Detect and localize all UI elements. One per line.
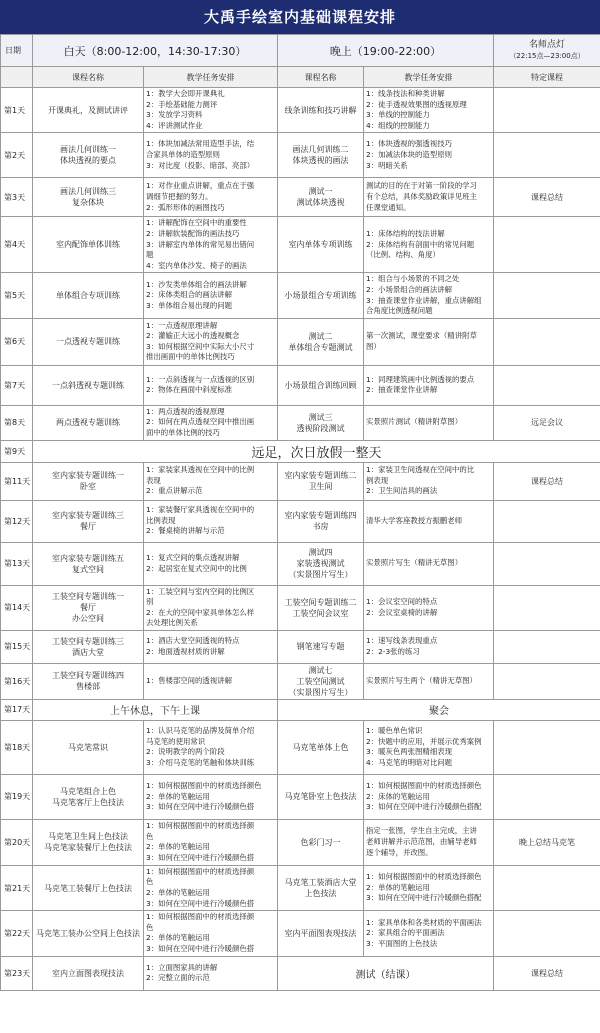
day-cell: 第3天 xyxy=(1,178,33,217)
header-course-day: 课程名称 xyxy=(33,67,144,88)
table-row xyxy=(1,542,600,585)
outing-notice: 远足，次日放假一整天 xyxy=(33,440,600,462)
evening-task xyxy=(364,542,494,585)
table-row xyxy=(1,699,600,720)
task-line: 2：手绘基础能力测评 xyxy=(146,99,218,109)
daytime-course: 工装空间专题训练四 售楼部 xyxy=(33,663,144,699)
task-line: 1：售楼部空间的透视讲解 xyxy=(146,676,233,686)
table-row xyxy=(1,440,600,462)
task-line: 3：抽查课堂作业讲解，重点讲解组 xyxy=(366,295,482,305)
task-line: 2：完整立面的示范 xyxy=(146,973,210,983)
daytime-task xyxy=(144,462,278,500)
evening-task xyxy=(364,462,494,500)
task-line: 4：室内单体沙发、椅子的画法 xyxy=(146,260,247,270)
task-line: 1：体块透视的强透视技巧 xyxy=(366,139,453,149)
task-line: 1：如何根据图面中的材质选择颜 xyxy=(146,821,255,831)
task-line: 4：马克笔的明暗对比问题 xyxy=(366,757,453,767)
daytime-course: 马克笔常识 xyxy=(33,720,144,774)
evening-task xyxy=(364,911,494,956)
task-line: 逐个辅导，并改图。 xyxy=(366,847,433,857)
evening-task xyxy=(364,630,494,663)
rest-notice: 上午休息，下午上课 xyxy=(33,699,278,720)
table-row xyxy=(1,273,600,318)
evening-course: 室内单体专项训练 xyxy=(278,217,364,273)
table-row xyxy=(1,500,600,542)
task-line: 1：组合与小场景的不同之处 xyxy=(366,274,460,284)
task-line: 1：家具单体和各类材质的平面画法 xyxy=(366,917,482,927)
evening-task xyxy=(364,217,494,273)
schedule-table xyxy=(0,34,600,991)
special-course xyxy=(494,88,600,133)
task-line: 2：卫生间洁具的画法 xyxy=(366,486,438,496)
evening-course: 马克笔单体上色 xyxy=(278,720,364,774)
task-line: 合家具单体的造型原则 xyxy=(146,150,220,160)
task-line: 1：如何根据图面中的材质选择颜色 xyxy=(366,780,482,790)
day-cell: 第1天 xyxy=(1,88,33,133)
header-course-evening: 课程名称 xyxy=(278,67,364,88)
task-line: 2：快题中的应用，并展示优秀案例 xyxy=(366,736,482,746)
daytime-task xyxy=(144,774,278,819)
task-line: 色 xyxy=(146,831,154,841)
task-line: 2：起居室在复式空间中的比例 xyxy=(146,563,247,573)
special-course: 远足会议 xyxy=(494,405,600,440)
task-line: 1：家装卫生间透视在空间中的比 xyxy=(366,465,475,475)
task-line: 1：如何根据图面中的材质选择颜 xyxy=(146,866,255,876)
task-line: 1：酒店大堂空间透视的特点 xyxy=(146,636,240,646)
task-line: 2：单体的笔触运用 xyxy=(146,791,210,801)
daytime-task xyxy=(144,318,278,365)
task-line: 任课堂通知。 xyxy=(366,202,411,212)
table-row xyxy=(1,865,600,910)
task-line: 1：讲解配饰在空间中的重要性 xyxy=(146,218,247,228)
task-line: 1：如何根据图面中的材质选择颜 xyxy=(146,912,255,922)
evening-task xyxy=(364,774,494,819)
special-course: 课程总结 xyxy=(494,178,600,217)
evening-task xyxy=(364,819,494,865)
task-line: 3：讲解室内单体的常见易出错问 xyxy=(146,239,255,249)
daytime-course: 马克笔工装餐厅上色技法 xyxy=(33,865,144,910)
day-cell: 第11天 xyxy=(1,462,33,500)
evening-task xyxy=(364,405,494,440)
table-row xyxy=(1,585,600,630)
task-line: 3：如何在空间中进行冷暖颜色搭 xyxy=(146,852,255,862)
daytime-course: 室内家装专题训练一 卧室 xyxy=(33,462,144,500)
task-line: 1：床体结构的技法讲解 xyxy=(366,228,445,238)
task-line: 去处理比例关系 xyxy=(146,618,198,628)
table-row xyxy=(1,133,600,178)
daytime-task xyxy=(144,720,278,774)
daytime-course: 工装空间专题训练三 酒店大堂 xyxy=(33,630,144,663)
table-row xyxy=(1,663,600,699)
day-cell: 第9天 xyxy=(1,440,33,462)
special-course xyxy=(494,630,600,663)
task-line: 2：单体的笔触运用 xyxy=(366,882,430,892)
table-row xyxy=(1,774,600,819)
task-line: 3：明暗关系 xyxy=(366,160,408,170)
task-line: 实景照片写生（精讲无草图） xyxy=(366,558,463,568)
daytime-course: 工装空间专题训练一 餐厅 办公空间 xyxy=(33,585,144,630)
header-evening: 晚上（19:00-22:00） xyxy=(278,35,494,67)
task-line: 色 xyxy=(146,877,154,887)
evening-course: 测试七 工装空间测试 （实景图片写生） xyxy=(278,663,364,699)
day-cell: 第5天 xyxy=(1,273,33,318)
table-row xyxy=(1,178,600,217)
task-line: 测试的目的在于对第一阶段的学习 xyxy=(366,181,477,191)
task-line: 马克笔的使用常识 xyxy=(146,736,206,746)
task-line: 比例表现 xyxy=(146,515,176,525)
task-line: 2：弧形形体的画图技巧 xyxy=(146,202,225,212)
task-line: 调细节把握的努力。 xyxy=(146,192,213,202)
task-line: 1：立面图家具的讲解 xyxy=(146,962,218,972)
task-line: 1：两点透视的透视原理 xyxy=(146,406,225,416)
daytime-task xyxy=(144,819,278,865)
evening-course: 小场景组合专项训练 xyxy=(278,273,364,318)
task-line: （比例、结构、角度） xyxy=(366,250,440,260)
task-line: 例表现 xyxy=(366,475,389,485)
task-line: 色 xyxy=(146,922,154,932)
daytime-course: 开课典礼，及测试讲评 xyxy=(33,88,144,133)
evening-task xyxy=(364,273,494,318)
table-row xyxy=(1,88,600,133)
daytime-task xyxy=(144,217,278,273)
header-task-day: 教学任务安排 xyxy=(144,67,278,88)
daytime-task xyxy=(144,178,278,217)
daytime-course: 马克笔工装办公空间上色技法 xyxy=(33,911,144,956)
header-teacher xyxy=(494,35,600,67)
task-line: 2：单体的笔触运用 xyxy=(146,933,210,943)
special-course xyxy=(494,500,600,542)
table-row xyxy=(1,462,600,500)
task-line: 3：介绍马克笔的笔触和体块训练 xyxy=(146,757,255,767)
day-cell: 第13天 xyxy=(1,542,33,585)
header-day: 日期 xyxy=(1,35,33,67)
evening-course: 画法几何训练二 体块透视的画法 xyxy=(278,133,364,178)
task-line: 别 xyxy=(146,597,154,607)
task-line: 1：认识马克笔的品牌及简单介绍 xyxy=(146,726,255,736)
task-line: 2：2-3张的练习 xyxy=(366,646,420,656)
task-line: 4：组线的控制能力 xyxy=(366,120,430,130)
table-row xyxy=(1,911,600,956)
evening-task xyxy=(364,720,494,774)
daytime-course: 室内家装专题训练三 餐厅 xyxy=(33,500,144,542)
task-line: 3：平面图的上色技法 xyxy=(366,938,438,948)
table-row xyxy=(1,405,600,440)
task-line: 面中的单体比例的技巧 xyxy=(146,427,220,437)
task-line: 第一次测试，课堂要求（精讲附草 xyxy=(366,331,477,341)
special-course: 课程总结 xyxy=(494,462,600,500)
task-line: 2：餐桌椅的讲解与示范 xyxy=(146,526,225,536)
task-line: 1：同理建筑画中比例透视的要点 xyxy=(366,374,475,384)
daytime-task xyxy=(144,956,278,990)
task-line: 1：沙发类单体组合的画法讲解 xyxy=(146,279,247,289)
evening-course: 钢笔速写专题 xyxy=(278,630,364,663)
evening-task xyxy=(364,88,494,133)
task-line: 清华大学客座教授方振鹏老师 xyxy=(366,515,463,525)
table-row xyxy=(1,819,600,865)
daytime-task xyxy=(144,663,278,699)
final-test: 测试（结课） xyxy=(278,956,494,990)
task-line: 2：小场景组合的画法讲解 xyxy=(366,284,453,294)
task-line: 3：如何在空间中进行冷暖颜色搭配 xyxy=(366,893,482,903)
party-notice: 聚会 xyxy=(278,699,600,720)
evening-task xyxy=(364,365,494,405)
day-cell: 第2天 xyxy=(1,133,33,178)
evening-task xyxy=(364,865,494,910)
task-line: 1：如何根据图面中的材质选择颜色 xyxy=(146,780,262,790)
task-line: 3：如何在空间中进行冷暖颜色搭配 xyxy=(366,802,482,812)
special-course xyxy=(494,273,600,318)
task-line: 1：线条技法和种类讲解 xyxy=(366,89,445,98)
special-course xyxy=(494,217,600,273)
daytime-course: 一点透视专题训练 xyxy=(33,318,144,365)
task-line: 1：会议室空间的特点 xyxy=(366,597,438,607)
task-line: 2：重点讲解示范 xyxy=(146,486,203,496)
evening-course: 室内平面图表现技法 xyxy=(278,911,364,956)
task-line: 1：体块加减法常用造型手法，结 xyxy=(146,139,255,149)
task-line: 2：单体的笔触运用 xyxy=(146,842,210,852)
task-line: 3：如何在空间中进行冷暖颜色搭 xyxy=(146,898,255,908)
evening-course: 测试四 家装透视测试 （实景图片写生） xyxy=(278,542,364,585)
daytime-task xyxy=(144,911,278,956)
task-line: 实景照片测试（精讲附草图） xyxy=(366,417,463,427)
daytime-course: 室内家装专题训练五 复式空间 xyxy=(33,542,144,585)
daytime-task xyxy=(144,585,278,630)
task-line: 推出画面中的单体比例技巧 xyxy=(146,352,235,362)
table-row xyxy=(1,720,600,774)
daytime-course: 室内配饰单体训练 xyxy=(33,217,144,273)
daytime-task xyxy=(144,630,278,663)
special-course: 晚上总结马克笔 xyxy=(494,819,600,865)
daytime-course: 马克笔卫生间上色技法 马克笔家装餐厅上色技法 xyxy=(33,819,144,865)
task-line: 2：物体在画面中斜度标准 xyxy=(146,385,233,395)
evening-course: 色彩门习一 xyxy=(278,819,364,865)
evening-course: 室内家装专题训练二 卫生间 xyxy=(278,462,364,500)
day-cell: 第8天 xyxy=(1,405,33,440)
daytime-course: 画法几何训练一 体块透视的要点 xyxy=(33,133,144,178)
table-row xyxy=(1,630,600,663)
evening-course: 马克笔工装酒店大堂 上色技法 xyxy=(278,865,364,910)
special-course xyxy=(494,720,600,774)
task-line: 2：如何在两点透视空间中推出画 xyxy=(146,417,255,427)
task-line: 图） xyxy=(366,341,381,351)
task-line: 1：家装家具透视在空间中的比例 xyxy=(146,465,255,475)
daytime-task xyxy=(144,273,278,318)
header-task-evening: 教学任务安排 xyxy=(364,67,494,88)
day-cell: 第21天 xyxy=(1,865,33,910)
daytime-course: 两点透视专题训练 xyxy=(33,405,144,440)
task-line: 2：床体结构有剖面中的常见问题 xyxy=(366,239,475,249)
task-line: 3：单线的控制能力 xyxy=(366,110,430,120)
evening-course: 线条训练和技巧讲解 xyxy=(278,88,364,133)
evening-course: 测试二 单体组合专题测试 xyxy=(278,318,364,365)
day-cell: 第12天 xyxy=(1,500,33,542)
daytime-task xyxy=(144,865,278,910)
evening-task xyxy=(364,585,494,630)
task-line: 表现 xyxy=(146,475,161,485)
daytime-course: 画法几何训练三 复杂体块 xyxy=(33,178,144,217)
day-cell: 第15天 xyxy=(1,630,33,663)
task-line: 1：工装空间与室内空间的比例区 xyxy=(146,586,255,596)
task-line: 1：一点斜透视与一点透视的区别 xyxy=(146,374,255,384)
special-course xyxy=(494,542,600,585)
task-line: 1：暖色单色常识 xyxy=(366,726,423,736)
task-line: 1：教学大会即开课典礼 xyxy=(146,89,225,98)
daytime-task xyxy=(144,365,278,405)
task-line: 3：如何在空间中进行冷暖颜色搭 xyxy=(146,802,255,812)
task-line: 2：会议室桌椅的讲解 xyxy=(366,607,438,617)
task-line: 2：地面透视材质的讲解 xyxy=(146,646,225,656)
daytime-course: 室内立面图表现技法 xyxy=(33,956,144,990)
task-line: 3：如何根据空间中实际大小尺寸 xyxy=(146,341,255,351)
day-cell: 第23天 xyxy=(1,956,33,990)
task-line: 3：暖灰色两张图精细表现 xyxy=(366,747,453,757)
header-teacher-time: （22:15点—23:00点） xyxy=(509,51,585,60)
day-cell: 第22天 xyxy=(1,911,33,956)
task-line: 2：床体的笔触运用 xyxy=(366,791,430,801)
task-line: 2：徒手透视效果图的透视原理 xyxy=(366,99,467,109)
task-line: 题 xyxy=(146,250,154,260)
header-daytime: 白天（8:00-12:00，14:30-17:30） xyxy=(33,35,278,67)
special-course xyxy=(494,663,600,699)
task-line: 4：评讲测试作业 xyxy=(146,120,203,130)
evening-task xyxy=(364,178,494,217)
day-cell: 第16天 xyxy=(1,663,33,699)
task-line: 2：单体的笔触运用 xyxy=(146,888,210,898)
task-line: 指定一张图，学生自主完成，主讲 xyxy=(366,826,477,836)
special-course xyxy=(494,774,600,819)
day-cell: 第14天 xyxy=(1,585,33,630)
evening-task xyxy=(364,500,494,542)
evening-task xyxy=(364,133,494,178)
daytime-course: 单体组合专项训练 xyxy=(33,273,144,318)
task-line: 2：家具组合的平面画法 xyxy=(366,928,445,938)
day-cell: 第4天 xyxy=(1,217,33,273)
task-line: 2：灌输正大远小的透视概念 xyxy=(146,331,240,341)
task-line: 2：抽查课堂作业讲解 xyxy=(366,385,438,395)
task-line: 2：讲解软装配饰的画法技巧 xyxy=(146,228,240,238)
special-course xyxy=(494,585,600,630)
evening-course: 马克笔卧室上色技法 xyxy=(278,774,364,819)
task-line: 1：如何根据图面中的材质选择颜色 xyxy=(366,872,482,882)
task-line: 3：如何在空间中进行冷暖颜色搭 xyxy=(146,944,255,954)
task-line: 2：加减法体块的造型原则 xyxy=(366,150,453,160)
table-row xyxy=(1,318,600,365)
day-cell: 第18天 xyxy=(1,720,33,774)
task-line: 3：对比度（投影、暗部、亮部） xyxy=(146,160,255,170)
daytime-task xyxy=(144,133,278,178)
task-line: 2：在大的空间中家具单体怎么样 xyxy=(146,607,255,617)
table-row xyxy=(1,365,600,405)
task-line: 有个总结，具体奖励政策详见班主 xyxy=(366,192,477,202)
evening-course: 小场景组合训练回顾 xyxy=(278,365,364,405)
special-course xyxy=(494,133,600,178)
day-cell: 第6天 xyxy=(1,318,33,365)
task-line: 合角度比例透视问题 xyxy=(366,306,433,316)
header-blank xyxy=(1,67,33,88)
day-cell: 第19天 xyxy=(1,774,33,819)
special-course xyxy=(494,318,600,365)
task-line: 1：家装餐厅家具透视在空间中的 xyxy=(146,505,255,515)
special-course: 课程总结 xyxy=(494,956,600,990)
task-line: 1：对作业重点讲解，重点在于强 xyxy=(146,181,255,191)
task-line: 1：速写线条表现重点 xyxy=(366,636,438,646)
daytime-course: 一点斜透视专题训练 xyxy=(33,365,144,405)
evening-course: 工装空间专题训练二 工装空间会议室 xyxy=(278,585,364,630)
daytime-task xyxy=(144,500,278,542)
table-row xyxy=(1,956,600,990)
day-cell: 第17天 xyxy=(1,699,33,720)
header-special: 特定课程 xyxy=(494,67,600,88)
evening-course: 室内家装专题训练四 书房 xyxy=(278,500,364,542)
evening-task xyxy=(364,318,494,365)
task-line: 1：一点透视原理讲解 xyxy=(146,320,218,330)
task-line: 2：床体类组合的画法讲解 xyxy=(146,290,233,300)
evening-task xyxy=(364,663,494,699)
page-title: 大禹手绘室内基础课程安排 xyxy=(0,0,600,34)
daytime-task xyxy=(144,405,278,440)
day-cell: 第7天 xyxy=(1,365,33,405)
evening-course: 测试三 透视阶段测试 xyxy=(278,405,364,440)
evening-course: 测试一 测试体块透视 xyxy=(278,178,364,217)
header-teacher-title: 名师点灯 xyxy=(528,39,565,50)
task-line: 3：单体组合易出现的问题 xyxy=(146,300,233,310)
task-line: 1：复式空间的集点透视讲解 xyxy=(146,552,240,562)
daytime-task xyxy=(144,88,278,133)
special-course xyxy=(494,365,600,405)
task-line: 实景照片写生两个（精讲无草图） xyxy=(366,676,477,686)
task-line: 3：发放学习资料 xyxy=(146,110,203,120)
daytime-course: 马克笔组合上色 马克笔客厅上色技法 xyxy=(33,774,144,819)
table-row xyxy=(1,217,600,273)
special-course xyxy=(494,911,600,956)
daytime-task xyxy=(144,542,278,585)
task-line: 2：说明教学的两个阶段 xyxy=(146,747,225,757)
task-line: 老师讲解并示范范图，由辅导老师 xyxy=(366,837,477,847)
special-course xyxy=(494,865,600,910)
day-cell: 第20天 xyxy=(1,819,33,865)
